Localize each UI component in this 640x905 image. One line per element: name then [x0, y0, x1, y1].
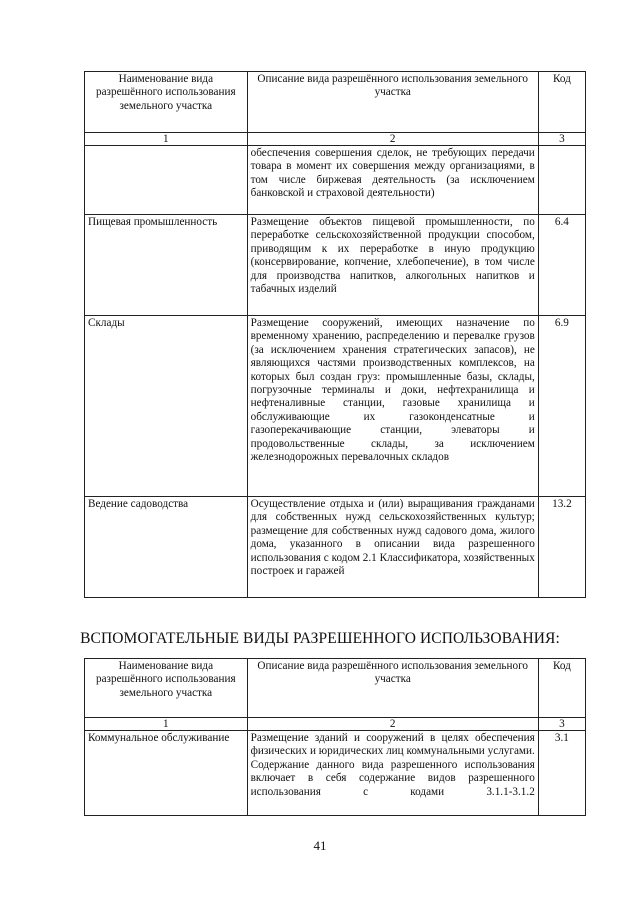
header-name: Наименование вида разрешённого использования земельного участка [85, 72, 248, 133]
page-number: 41 [313, 838, 327, 853]
use-code [538, 146, 585, 215]
use-code: 3.1 [538, 731, 585, 816]
column-number: 1 [85, 133, 248, 146]
column-number: 3 [538, 133, 585, 146]
column-number-row [85, 718, 586, 731]
table-header-row [85, 72, 586, 133]
use-name: Склады [85, 316, 248, 497]
use-name: Коммунальное обслуживание [85, 731, 248, 816]
header-code: Код [538, 659, 585, 718]
table-row [85, 731, 586, 816]
use-description: Размещение зданий и сооружений в целях обеспечения физических и юридических лиц коммунальными услугами. Содержание данного вида разрешенного использования включает в себя содержание видов разрешенного использования с кодами 3.1.1-3.1.2 [247, 731, 538, 816]
header-name: Наименование вида разрешённого использования земельного участка [85, 659, 248, 718]
table-row [85, 497, 586, 598]
column-number: 1 [85, 718, 248, 731]
use-description: Осуществление отдыха и (или) выращивания гражданами для собственных нужд сельскохозяйственных культур; размещение для собственных нужд садового дома, жилого дома, указанного в описании вида разрешенного использования с кодом 2.1 Классификатора, хозяйственных построек и гаражей [247, 497, 538, 598]
use-name [85, 146, 248, 215]
header-description: Описание вида разрешённого использования земельного участка [247, 659, 538, 718]
table-row [85, 215, 586, 316]
use-name: Пищевая промышленность [85, 215, 248, 316]
section-heading: ВСПОМОГАТЕЛЬНЫЕ ВИДЫ РАЗРЕШЕННОГО ИСПОЛЬЗОВАНИЯ: [80, 630, 560, 647]
permitted-use-table-auxiliary [84, 658, 586, 816]
table-row [85, 146, 586, 215]
use-name: Ведение садоводства [85, 497, 248, 598]
use-description: Размещение объектов пищевой промышленности, по переработке сельскохозяйственной продукции способом, приводящим к их переработке в иную продукцию (консервирование, копчение, хлебопечение), в том числе для производства напитков, алкогольных напитков и табачных изделий [247, 215, 538, 316]
table-row [85, 316, 586, 497]
use-code: 6.9 [538, 316, 585, 497]
column-number: 2 [247, 133, 538, 146]
use-code: 6.4 [538, 215, 585, 316]
column-number: 3 [538, 718, 585, 731]
use-code: 13.2 [538, 497, 585, 598]
permitted-use-table-main [84, 71, 586, 598]
use-description: Размещение сооружений, имеющих назначение по временному хранению, распределению и перевалке грузов (за исключением хранения стратегических запасов), не являющихся частями производственных комплексов, на которых был создан груз: промышленные базы, склады, погрузочные терминалы и доки, нефтехранилища и нефтеналивные станции, газовые хранилища и обслуживающие их газоконденсатные и газоперекачивающие станции, элеваторы и продовольственные склады, за исключением железнодорожных перевалочных складов [247, 316, 538, 497]
table-header-row [85, 659, 586, 718]
column-number-row [85, 133, 586, 146]
column-number: 2 [247, 718, 538, 731]
use-description: обеспечения совершения сделок, не требующих передачи товара в момент их совершения между организациями, в том числе биржевая деятельность (за исключением банковской и страховой деятельности) [247, 146, 538, 215]
header-code: Код [538, 72, 585, 133]
header-description: Описание вида разрешённого использования земельного участка [247, 72, 538, 133]
